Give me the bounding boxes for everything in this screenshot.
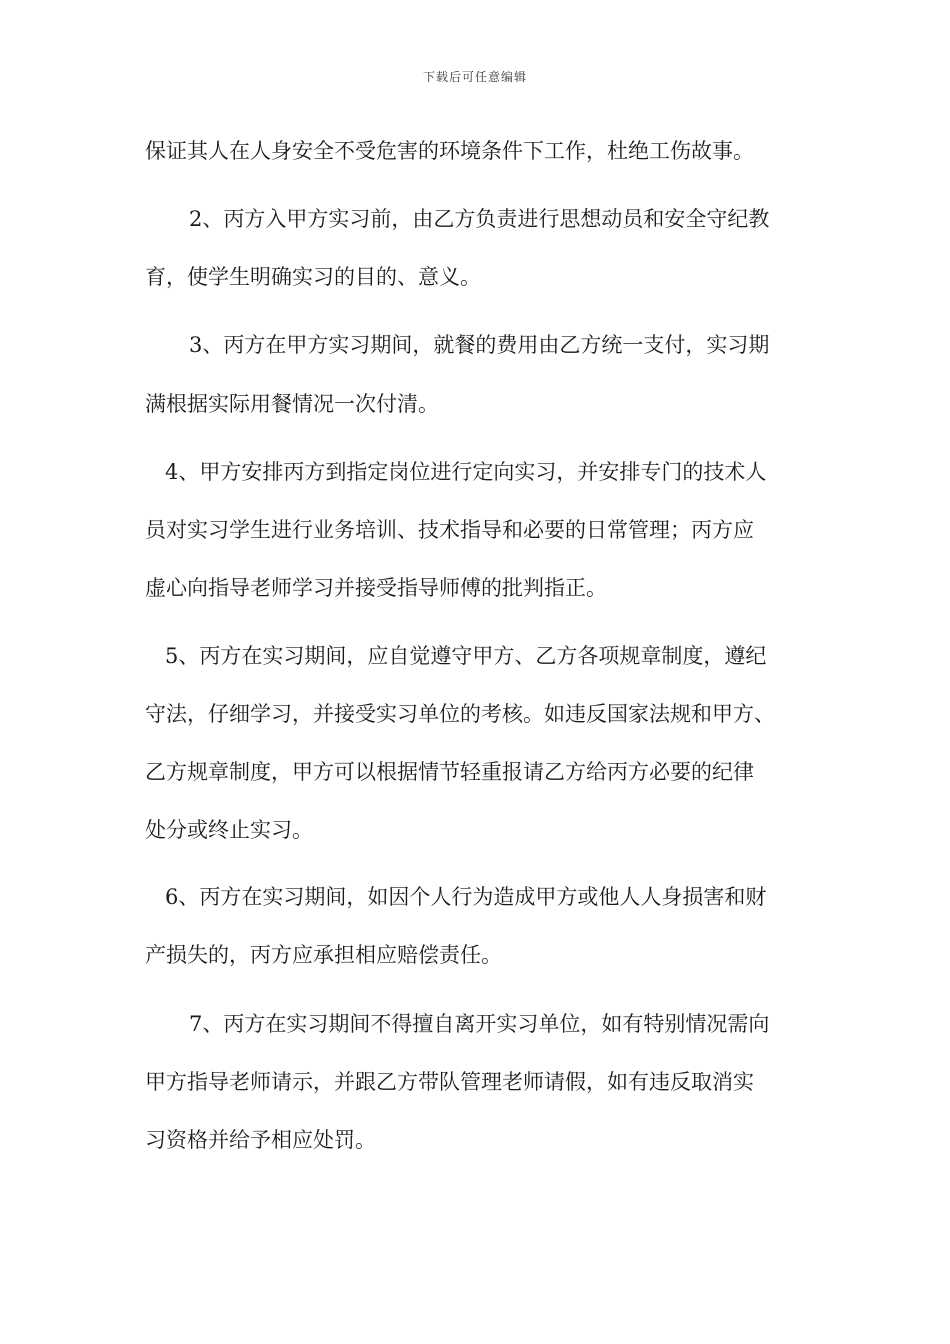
page-header: 下载后可任意编辑 bbox=[422, 70, 527, 84]
paragraph-line: 处分或终止实习。 bbox=[145, 818, 313, 842]
paragraph-line: 2、丙方入甲方实习前，由乙方负责进行思想动员和安全守纪教 bbox=[189, 207, 770, 231]
paragraph-line: 守法，仔细学习，并接受实习单位的考核。如违反国家法规和甲方、 bbox=[145, 702, 775, 726]
paragraph-line: 育，使学生明确实习的目的、意义。 bbox=[145, 265, 481, 289]
paragraph-line: 乙方规章制度，甲方可以根据情节轻重报请乙方给丙方必要的纪律 bbox=[145, 760, 754, 784]
paragraph-line: 员对实习学生进行业务培训、技术指导和必要的日常管理；丙方应 bbox=[145, 518, 754, 542]
paragraph-line: 4、甲方安排丙方到指定岗位进行定向实习，并安排专门的技术人 bbox=[165, 460, 767, 484]
paragraph-line: 3、丙方在甲方实习期间，就餐的费用由乙方统一支付，实习期 bbox=[189, 333, 770, 357]
paragraph-line: 满根据实际用餐情况一次付清。 bbox=[145, 392, 439, 416]
paragraph-line: 6、丙方在实习期间，如因个人行为造成甲方或他人人身损害和财 bbox=[165, 885, 767, 909]
paragraph-line: 7、丙方在实习期间不得擅自离开实习单位，如有特别情况需向 bbox=[189, 1012, 770, 1036]
paragraph-line: 甲方指导老师请示，并跟乙方带队管理老师请假，如有违反取消实 bbox=[145, 1070, 754, 1094]
paragraph-line: 习资格并给予相应处罚。 bbox=[145, 1128, 376, 1152]
paragraph-line: 虚心向指导老师学习并接受指导师傅的批判指正。 bbox=[145, 576, 607, 600]
paragraph-line: 5、丙方在实习期间，应自觉遵守甲方、乙方各项规章制度，遵纪 bbox=[165, 644, 767, 668]
paragraph-line: 保证其人在人身安全不受危害的环境条件下工作，杜绝工伤故事。 bbox=[145, 139, 754, 163]
paragraph-line: 产损失的，丙方应承担相应赔偿责任。 bbox=[145, 943, 502, 967]
